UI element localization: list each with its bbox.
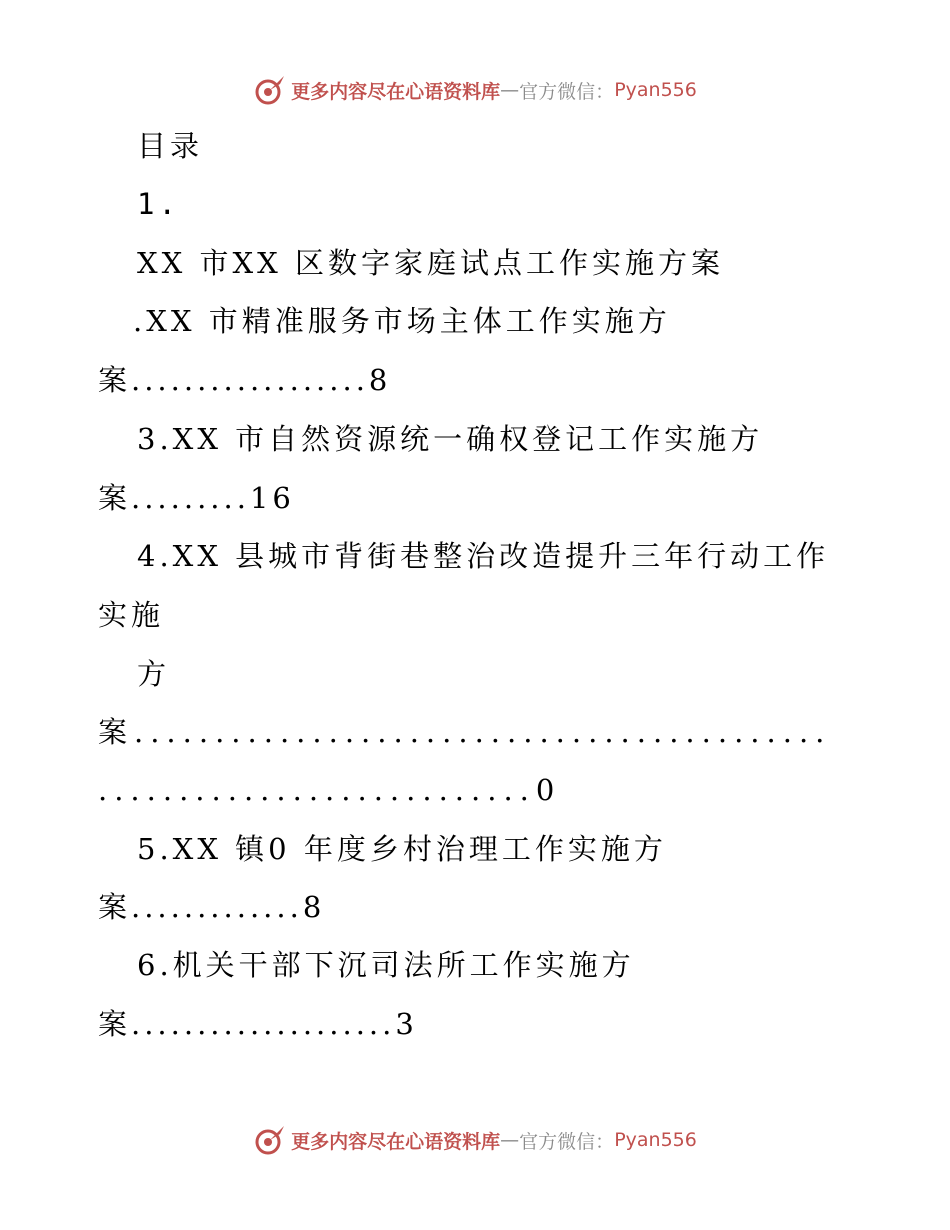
toc-line: XX 市XX 区数字家庭试点工作实施方案	[137, 246, 725, 280]
toc-line: 案....................3	[98, 1007, 418, 1041]
watermark-main-text: 更多内容尽在心语资料库	[291, 80, 501, 103]
watermark-separator: —	[500, 1129, 520, 1151]
watermark-id: Pyan556	[614, 1129, 697, 1151]
toc-line: 3.XX 市自然资源统一确权登记工作实施方	[137, 422, 764, 456]
toc-line: 6.机关干部下沉司法所工作实施方	[137, 948, 635, 982]
watermark-label: 官方微信：	[519, 1130, 615, 1153]
toc-line: 案.........16	[98, 481, 295, 515]
toc-line: 方	[137, 657, 171, 691]
toc-line: 实施	[98, 598, 165, 632]
toc-title: 目录	[137, 129, 204, 163]
watermark-id: Pyan556	[614, 79, 697, 101]
toc-line: 4.XX 县城市背街巷整治改造提升三年行动工作	[137, 539, 830, 573]
toc-line: 5.XX 镇0 年度乡村治理工作实施方	[137, 832, 667, 866]
watermark-banner-bottom	[0, 1120, 950, 1160]
toc-line: 1.	[137, 187, 180, 221]
watermark-main-text: 更多内容尽在心语资料库	[291, 1130, 501, 1153]
watermark-label: 官方微信：	[519, 80, 615, 103]
quill-logo-icon	[253, 1123, 287, 1157]
toc-line: 案..................8	[98, 363, 392, 397]
toc-line: 案...........................................	[98, 715, 832, 749]
watermark-separator: —	[500, 79, 520, 101]
toc-line: .XX 市精准服务市场主体工作实施方	[133, 304, 671, 338]
toc-line: ...........................0	[98, 773, 562, 807]
toc-line: 案.............8	[98, 890, 326, 924]
